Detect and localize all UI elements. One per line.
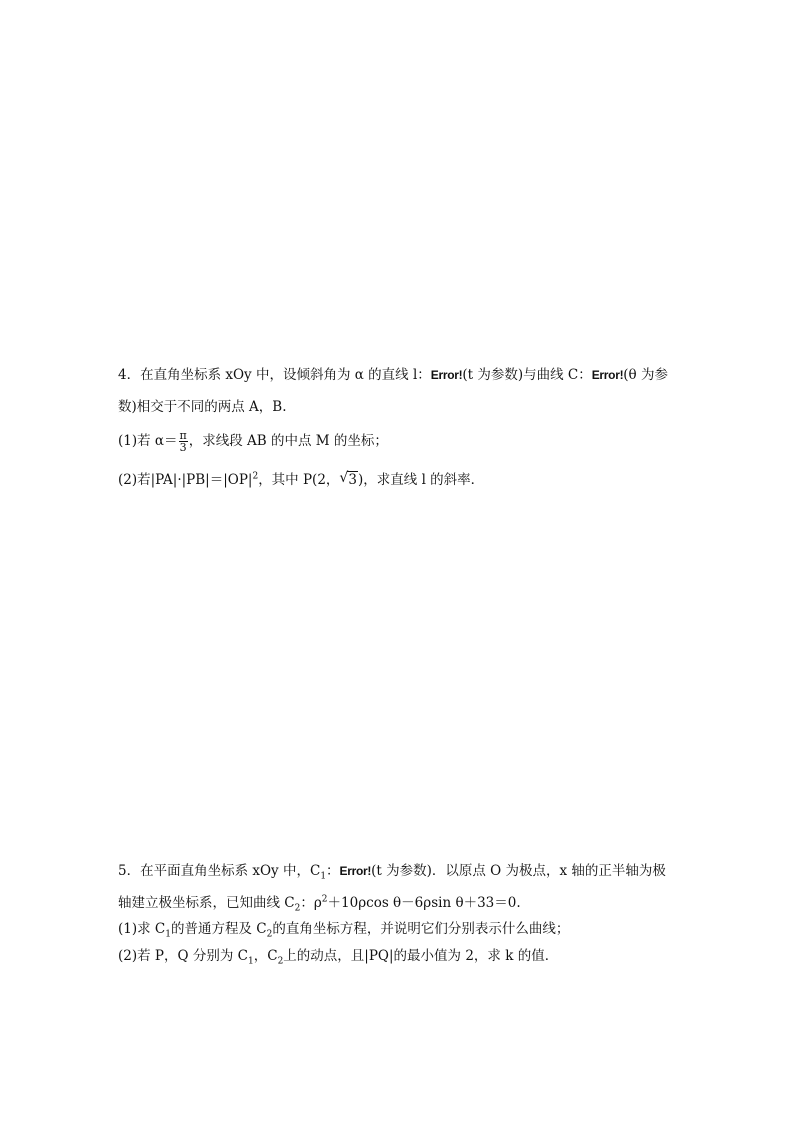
error-field: Error! xyxy=(430,368,463,382)
problem5-line1 xyxy=(118,862,666,880)
problem4-question1 xyxy=(118,430,388,453)
question-text: ，其中 P(2， xyxy=(258,472,340,488)
problem5-text: ：ρ xyxy=(300,895,322,911)
subscript: 2 xyxy=(277,956,284,967)
subscript: 1 xyxy=(165,929,171,940)
problem4-text: (t 为参数)与曲线 C： xyxy=(462,367,592,383)
sqrt-symbol xyxy=(339,471,358,489)
problem4-text: 4．在直角坐标系 xOy 中，设倾斜角为 α 的直线 l： xyxy=(118,367,431,383)
radical-icon: √ xyxy=(339,470,349,486)
question-text: ，求线段 AB 的中点 M 的坐标； xyxy=(188,433,388,449)
problem5-text: ： xyxy=(326,863,340,879)
question-text: 上的动点，且|PQ|的最小值为 2，求 k 的值． xyxy=(283,948,559,964)
fraction-numerator: π xyxy=(179,429,187,442)
question-text: (1)若 α＝ xyxy=(118,433,178,449)
problem5-text: (t 为参数)．以原点 O 为极点，x 轴的正半轴为极 xyxy=(371,863,666,879)
superscript: 2 xyxy=(321,894,328,905)
sqrt-value: 3 xyxy=(348,472,358,488)
problem4-line2: 数)相交于不同的两点 A，B. xyxy=(118,399,287,415)
subscript: 2 xyxy=(294,903,301,914)
subscript: 1 xyxy=(247,956,254,967)
problem4-line1 xyxy=(118,366,668,384)
problem4-question2 xyxy=(118,471,484,489)
question-text: (2)若 P，Q 分别为 C xyxy=(118,948,248,964)
problem4-text: (θ 为参 xyxy=(623,367,668,383)
problem5-line2 xyxy=(118,894,521,912)
problem5-question1 xyxy=(118,920,569,938)
problem5-question2 xyxy=(118,947,558,965)
problem5-text: 轴建立极坐标系，已知曲线 C xyxy=(118,895,295,911)
problem5-text: 5．在平面直角坐标系 xOy 中，C xyxy=(118,863,321,879)
subscript: 1 xyxy=(320,871,327,882)
question-text: (1)求 C xyxy=(118,921,166,937)
problem5-text: ＋10ρcos θ－6ρsin θ＋33＝0. xyxy=(327,895,521,911)
error-field: Error! xyxy=(591,368,624,382)
question-text: ，C xyxy=(253,948,278,964)
superscript: 2 xyxy=(252,471,259,482)
fraction-denominator: 3 xyxy=(179,441,187,454)
question-text: 的普通方程及 C xyxy=(170,921,267,937)
question-text: )，求直线 l 的斜率． xyxy=(358,472,485,488)
fraction-pi-over-3 xyxy=(179,430,188,453)
subscript: 2 xyxy=(266,929,273,940)
question-text: (2)若|PA|·|PB|＝|OP| xyxy=(118,472,253,488)
error-field: Error! xyxy=(339,864,372,878)
question-text: 的直角坐标方程，并说明它们分别表示什么曲线； xyxy=(272,921,570,937)
